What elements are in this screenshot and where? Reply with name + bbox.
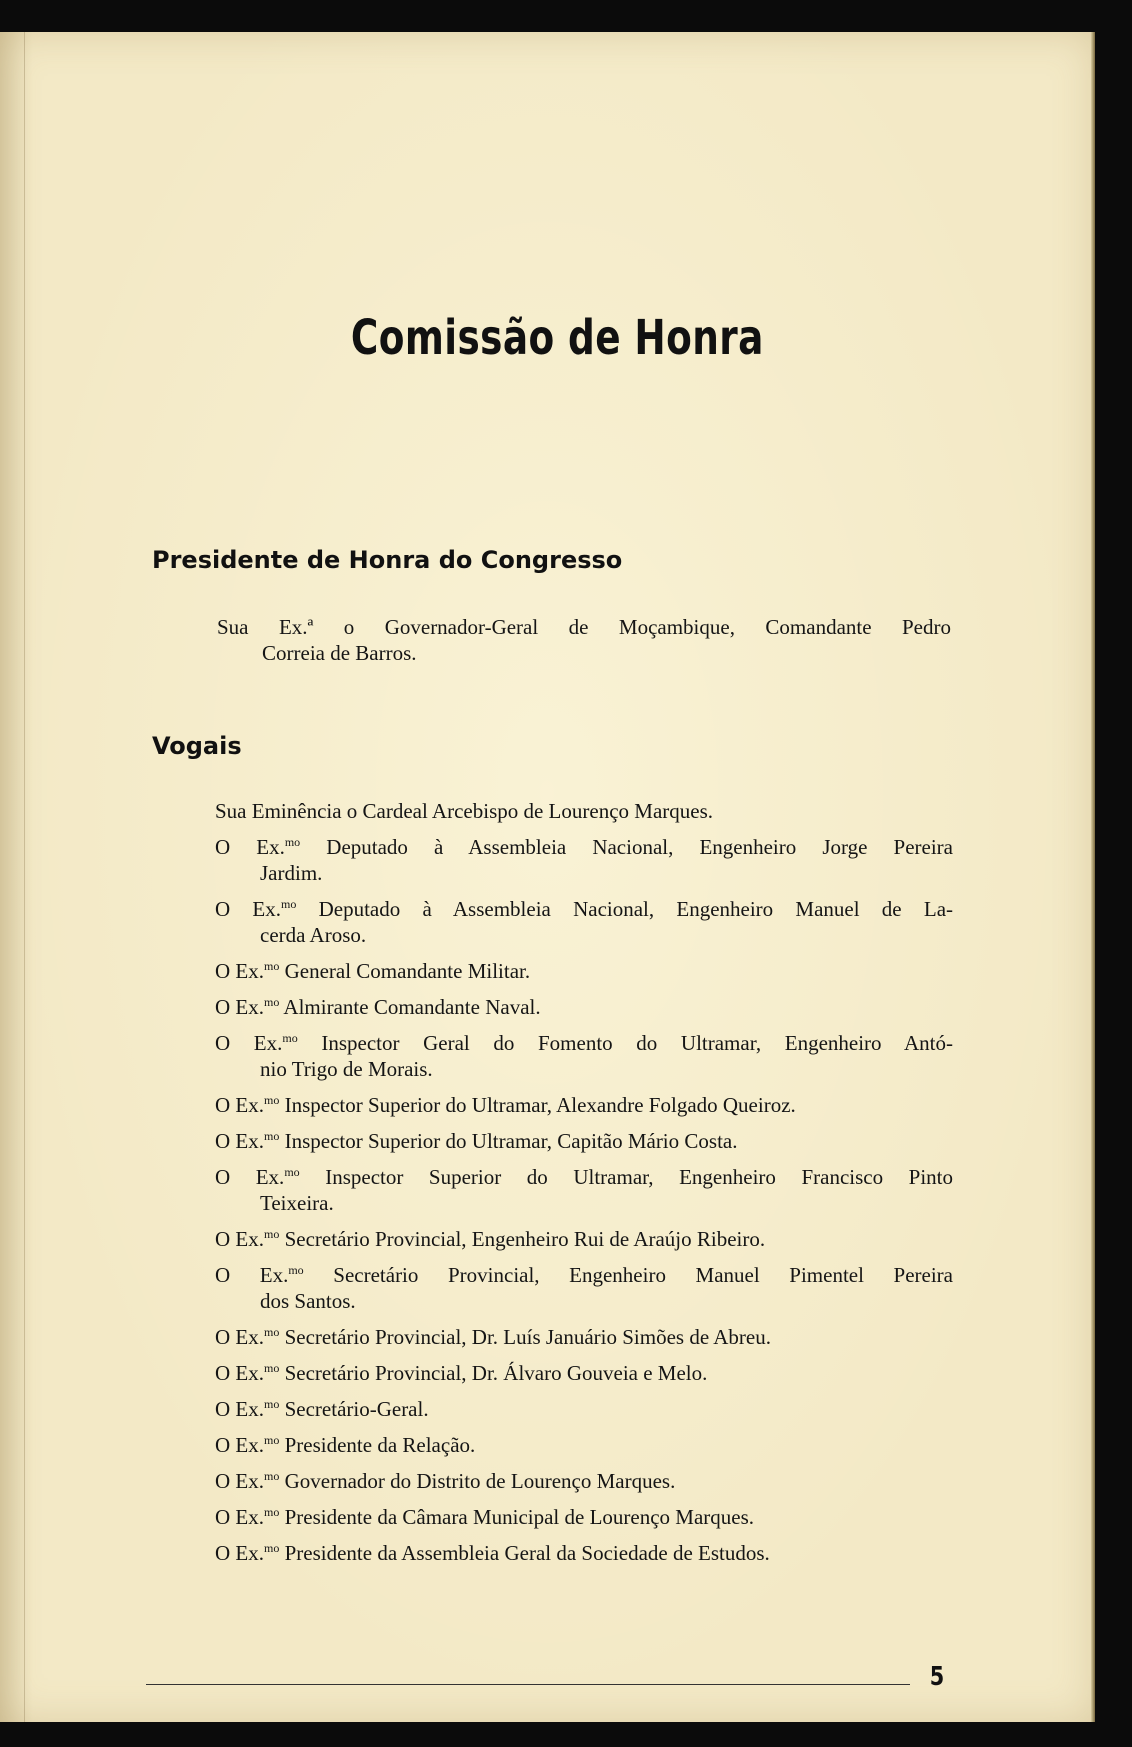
entry-text: Secretário Provincial, Dr. Álvaro Gouveia e Melo. [279,1361,708,1385]
page-edge [1091,32,1095,1722]
list-item [215,1504,953,1530]
honorific: O Ex. [215,1469,264,1493]
honorific: O Ex. [215,1263,289,1287]
list-item [215,1128,953,1154]
honorific: O Ex. [215,897,281,921]
honorific-superscript: mo [284,835,301,849]
entry-text: Inspector Geral do Fomento do Ultramar, Engenheiro Antó- [297,1031,953,1055]
list-item [215,1262,953,1314]
honorific-superscript: mo [264,1361,280,1375]
president-heading: Presidente de Honra do Congresso [152,546,623,574]
entry-continuation: nio Trigo de Morais. [260,1057,433,1081]
list-item-text [215,798,953,824]
list-item-text [215,1396,953,1422]
entry-text: Secretário-Geral. [279,1397,429,1421]
list-item-text [215,1360,953,1386]
honorific-superscript: mo [264,1397,280,1411]
list-item [215,798,953,824]
list-item [215,1432,953,1458]
honorific-superscript: mo [282,1031,298,1045]
list-item-text [215,1324,953,1350]
honorific: O Ex. [215,1397,264,1421]
list-item-text [215,994,953,1020]
entry-text: Deputado à Assembleia Nacional, Engenheiro Jorge Pereira [300,835,953,859]
honorific-superscript: mo [264,1505,280,1519]
list-item-text [215,1226,953,1252]
list-item [215,1540,953,1566]
entry-text: Inspector Superior do Ultramar, Capitão Mário Costa. [279,1129,738,1153]
list-item [215,994,953,1020]
entry-text: Secretário Provincial, Dr. Luís Januário Simões de Abreu. [279,1325,771,1349]
honorific: O Ex. [215,1541,264,1565]
honorific-superscript: mo [264,1541,280,1555]
list-item-text [215,896,953,922]
list-item [215,1030,953,1082]
president-line-1: Sua Ex.ª o Governador-Geral de Moçambique, Comandante Pedro [217,615,951,639]
entry-continuation: cerda Aroso. [260,923,367,947]
entry-text: Governador do Distrito de Lourenço Marques. [279,1469,676,1493]
honorific: O Ex. [215,1165,285,1189]
honorific: O Ex. [215,1361,264,1385]
list-item-text [215,1262,953,1288]
honorific-superscript: mo [264,1227,280,1241]
honorific: O Ex. [215,1325,264,1349]
entry-text: Presidente da Assembleia Geral da Sociedade de Estudos. [279,1541,770,1565]
entry-text: Almirante Comandante Naval. [279,995,541,1019]
honorific-superscript: mo [264,1325,280,1339]
honorific-superscript: mo [284,1165,300,1179]
entry-text: Deputado à Assembleia Nacional, Engenheiro Manuel de La- [296,897,954,921]
list-item-text [215,834,953,860]
honorific: O Ex. [215,835,285,859]
list-item [215,1360,953,1386]
vogais-heading: Vogais [152,732,242,760]
page-title: Comissão de Honra [350,310,764,366]
honorific: O Ex. [215,1093,264,1117]
list-item [215,1324,953,1350]
honorific: O Ex. [215,959,264,983]
entry-text: Secretário Provincial, Engenheiro Rui de Araújo Ribeiro. [279,1227,766,1251]
list-item-text [215,1468,953,1494]
list-item-text [215,1030,953,1056]
list-item [215,1468,953,1494]
list-item [215,1226,953,1252]
entry-continuation: Teixeira. [260,1191,334,1215]
entry-text: Presidente da Câmara Municipal de Lourenço Marques. [279,1505,755,1529]
footer-rule [146,1684,910,1685]
honorific-superscript: mo [264,995,280,1009]
entry-continuation: dos Santos. [260,1289,356,1313]
list-item [215,896,953,948]
honorific: O Ex. [215,1433,264,1457]
list-item-text [215,1432,953,1458]
honorific-superscript: mo [281,897,297,911]
list-item [215,958,953,984]
honorific-superscript: mo [264,959,280,973]
honorific: O Ex. [215,995,264,1019]
list-item-text [215,1128,953,1154]
president-text [217,614,951,666]
entry-text: Presidente da Relação. [279,1433,476,1457]
entry-text: Inspector Superior do Ultramar, Alexandre Folgado Queiroz. [279,1093,796,1117]
list-item-text [215,1504,953,1530]
list-item-text [215,1164,953,1190]
entry-text: Inspector Superior do Ultramar, Engenheiro Francisco Pinto [299,1165,954,1189]
president-line-2: Correia de Barros. [262,641,417,665]
honorific: O Ex. [215,1505,264,1529]
honorific-superscript: mo [264,1433,280,1447]
list-item [215,834,953,886]
document-page [0,32,1094,1722]
entry-continuation: Jardim. [260,861,323,885]
honorific-superscript: mo [264,1469,280,1483]
entry-text: Sua Eminência o Cardeal Arcebispo de Lourenço Marques. [215,799,714,823]
honorific-superscript: mo [264,1129,280,1143]
list-item-text [215,958,953,984]
spine-line [24,32,25,1722]
honorific: O Ex. [215,1227,264,1251]
honorific-superscript: mo [288,1263,304,1277]
list-item [215,1164,953,1216]
entry-text: General Comandante Militar. [279,959,531,983]
page-number: 5 [929,1662,945,1692]
entry-text: Secretário Provincial, Engenheiro Manuel Pimentel Pereira [303,1263,953,1287]
honorific: O Ex. [215,1031,283,1055]
honorific-superscript: mo [264,1093,280,1107]
list-item-text [215,1092,953,1118]
list-item [215,1092,953,1118]
list-item [215,1396,953,1422]
list-item-text [215,1540,953,1566]
honorific: O Ex. [215,1129,264,1153]
vogais-list [215,798,953,1576]
